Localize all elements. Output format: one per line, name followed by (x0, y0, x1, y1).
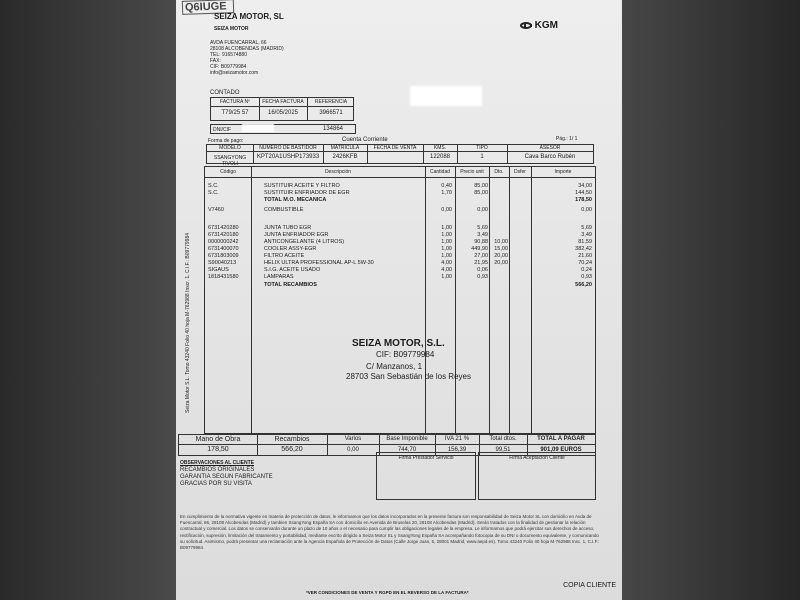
vehicle-vin: KPT20A1USHP173933 (256, 154, 320, 160)
tax-base-label: Base Imponible (386, 436, 428, 442)
line-item-qty: 1,00 (441, 232, 452, 238)
line-item-amount: 178,50 (575, 197, 592, 203)
line-item-code: S.C. (208, 190, 219, 196)
address-line: FAX: (210, 58, 221, 64)
vehicle-header-model: MODELO (219, 145, 241, 151)
redacted-customer-block (410, 86, 482, 106)
total-discount: 99,51 (495, 447, 511, 453)
brand-logo (520, 20, 558, 31)
line-item-desc: JUNTA TUBO EGR (264, 225, 312, 231)
total-discount-label: Total dtos. (489, 436, 517, 442)
kgm-logo-icon (520, 22, 532, 29)
stamp-street: C/ Manzanos, 1 (366, 362, 423, 371)
line-item-price: 0,93 (477, 274, 488, 280)
dni-label: DNI/CIF (213, 127, 232, 133)
line-item-qty: 1,00 (441, 239, 452, 245)
col-header-unit-price: Precio unit (460, 169, 484, 175)
vehicle-type: 1 (480, 154, 484, 160)
line-item-price: 27,00 (474, 253, 488, 259)
line-item-price: 0,06 (477, 267, 488, 273)
address-line: 28108 ALCOBENDAS (MADRID) (210, 46, 284, 52)
line-item-code: 0000000242 (208, 239, 239, 245)
line-item-amount: 5,69 (581, 225, 592, 231)
line-item-qty: 4,00 (441, 260, 452, 266)
line-item-dto: 15,00 (494, 246, 508, 252)
line-item-desc: TOTAL RECAMBIOS (264, 282, 317, 288)
line-item-desc: TOTAL M.O. MECANICA (264, 197, 327, 203)
vehicle-header-kms: KMS. (433, 145, 447, 151)
provider-signature-box (376, 452, 476, 500)
line-item-desc: FILTRO ACEITE (264, 253, 305, 259)
line-item-qty: 1,00 (441, 225, 452, 231)
vat-label: IVA 21 % (444, 436, 470, 442)
registry-side-text: Seiza Motor S.L. Tomo 43240 Folio 40 hoja M-762988 Inscr. 1, C.I.F.: B09779984 (185, 232, 191, 413)
total-to-pay-label: TOTAL A PAGAR (537, 436, 585, 442)
brand-name: KGM (534, 20, 558, 31)
line-item-code: 6731420180 (208, 232, 239, 238)
line-item-code: V7460 (208, 207, 224, 213)
vehicle-advisor: Cava Barco Rubén (524, 154, 576, 160)
invoice-paper (176, 0, 622, 600)
stamp-cif: CIF: B09779984 (376, 350, 435, 359)
line-item-code: 6731400070 (208, 246, 239, 252)
line-item-code: SIGAUS (208, 267, 229, 273)
line-item-qty: 1,00 (441, 246, 452, 252)
stamp-city: 28703 San Sebastián de los Reyes (346, 372, 471, 381)
address-line: CIF: B09779984 (210, 64, 247, 70)
line-item-price: 449,90 (471, 246, 488, 252)
total-to-pay: 901,09 EUROS (540, 447, 582, 453)
provider-signature-label: Firma Prestador Servicio (398, 455, 454, 461)
line-item-amount: 0,00 (581, 207, 592, 213)
observation-line: RECAMBIOS ORIGINALES (180, 467, 255, 473)
line-item-code: 6731420280 (208, 225, 239, 231)
line-item-dto: 10,00 (494, 239, 508, 245)
total-labour-label: Mano de Obra (195, 436, 241, 443)
company-name-top: SEIZA MOTOR, SL (214, 12, 284, 21)
observations-title: OBSERVACIONES AL CLIENTE (180, 460, 254, 466)
invoice-date-label: FECHA FACTURA (262, 99, 304, 105)
line-item-desc: S.I.G. ACEITE USADO (264, 267, 321, 273)
col-header-description: Descripción (324, 169, 352, 175)
invoice-number-label: FACTURA Nº (220, 99, 250, 105)
col-header-quantity: Cantidad (429, 169, 450, 175)
line-item-desc: HELIX ULTRA PROFESSIONAL AP-L 5W-30 (264, 260, 374, 266)
company-subtitle: SEIZA MOTOR (214, 26, 249, 32)
client-signature-box (478, 452, 596, 500)
total-parts-label: Recambios (274, 436, 310, 443)
line-item-qty: 1,00 (441, 274, 452, 280)
vehicle-info-box (206, 144, 594, 167)
line-item-dto: 20,00 (494, 253, 508, 259)
handwritten-stamp: Q6IUGE (182, 0, 234, 15)
line-item-price: 90,88 (474, 239, 488, 245)
payment-method-label: Forma de pago: (208, 138, 244, 144)
reference-label: REFERENCIA (314, 99, 348, 105)
invoice-number: T79/25 57 (221, 110, 249, 116)
vehicle-header-plate: MATRÍCULA (330, 145, 360, 151)
vehicle-header-sale-date: FECHA DE VENTA (373, 145, 417, 151)
line-item-qty: 1,00 (441, 253, 452, 259)
total-parts: 566,20 (281, 446, 303, 453)
page-number: Pág.: 1/ 1 (556, 136, 578, 142)
col-header-code: Código (220, 169, 236, 175)
client-id-box (210, 124, 356, 134)
reference-number: 3966571 (319, 110, 343, 116)
payment-type: CONTADO (210, 90, 240, 96)
line-item-amount: 566,20 (575, 282, 592, 288)
total-labour: 178,50 (207, 446, 229, 453)
line-item-desc: JUNTA ENFRIADOR EGR (264, 232, 329, 238)
line-item-price: 3,49 (477, 232, 488, 238)
vehicle-header-advisor: ASESOR (539, 145, 561, 151)
redacted-dni (242, 124, 274, 132)
payment-method: Cuenta Corriente (342, 137, 388, 143)
line-item-amount: 144,50 (575, 190, 592, 196)
line-item-amount: 81,59 (578, 239, 592, 245)
vehicle-header-type: TIPO (476, 145, 488, 151)
line-item-desc: ANTICONGELANTE (4 LITROS) (264, 239, 345, 245)
address-line: AVDA FUENCARRAL, 66 (210, 40, 267, 46)
line-item-amount: 70,24 (578, 260, 592, 266)
col-header-dsfer: Dsfer (514, 169, 526, 175)
vehicle-plate: 2426KFB (332, 154, 358, 160)
total-misc: 0,00 (347, 447, 359, 453)
invoice-info-box (210, 97, 354, 121)
line-item-amount: 34,00 (578, 183, 592, 189)
line-item-amount: 0,24 (581, 267, 592, 273)
line-item-desc: SUSTITUIR ENFRIADOR DE EGR (264, 190, 350, 196)
observation-line: GARANTIA SEGUN FABRICANTE (180, 474, 273, 480)
observation-line: GRACIAS POR SU VISITA (180, 481, 252, 487)
stamp-company-name: SEIZA MOTOR, S.L. (352, 338, 445, 349)
line-item-dto: 20,00 (494, 260, 508, 266)
vehicle-model: SSANGYONG TIVOLI (213, 155, 247, 167)
line-item-code: S90040213 (208, 260, 237, 266)
vehicle-header-vin: NÚMERO DE BASTIDOR (259, 145, 317, 151)
line-item-amount: 0,93 (581, 274, 592, 280)
line-item-price: 21,95 (474, 260, 488, 266)
line-item-amount: 3,49 (581, 232, 592, 238)
background-right (622, 0, 800, 600)
line-item-qty: 4,00 (441, 267, 452, 273)
line-item-code: 1818431580 (208, 274, 239, 280)
line-item-amount: 21,60 (578, 253, 592, 259)
background-left (0, 0, 176, 600)
copy-label: COPIA CLIENTE (563, 582, 616, 589)
line-item-desc: LAMPARAS (264, 274, 294, 280)
vat-amount: 156,39 (447, 447, 467, 453)
col-header-amount: Importe (554, 169, 572, 175)
legal-notice: En cumplimiento de la normativa vigente en materia de protección de datos, le informamos que los datos incorporados en la presente factura son responsabilidad de Seiza Motor SL con domicilio en Avda de Fuencarral, 66, 28108 Alcobendas (Madrid) y tambien SsangYong España SA con domicilio en Avenida de Bruselas 20, 28108 Alcobendas (Madrid). Serán tratados con la finalidad de gestionar la relación contractual y comercial. Los datos se conservarán durante un plazo de 10 años o el necesario para cumplir las obligaciones legales de la empresa. Le informamos que podrá ejercitar sus derechos de acceso, rectificación, supresión, limitación del tratamiento y portabilidad, mediante escrito dirigido a Seiza Motor SL y SsangYong España SA acompañando fotocopia de su DNI o documento equivalente, y comunicando su solicitud. Asimismo, podrá presentar una reclamación ante la Agencia Española de Protección de Datos (Calle Jorge Juan, 6, 28001 Madrid, www.aepd.es). Tomo 43240 Folio 40 hoja M-762988 Insc. 1, C.I.F.: B09779984. (180, 514, 600, 551)
line-item-code: S.C. (208, 183, 219, 189)
address-line: info@seizamotor.com (210, 70, 259, 76)
line-item-price: 85,00 (474, 190, 488, 196)
line-item-qty: 0,00 (441, 207, 452, 213)
line-item-price: 5,69 (477, 225, 488, 231)
line-item-desc: COOLER ASSY-EGR (264, 246, 317, 252)
address-line: TEL: 916574880 (210, 52, 247, 58)
line-item-qty: 1,70 (441, 190, 452, 196)
line-item-code: 6731803009 (208, 253, 239, 259)
line-item-desc: SUSTITUIR ACEITE Y FILTRO (264, 183, 340, 189)
tax-base: 744,70 (397, 447, 417, 453)
line-item-price: 0,00 (477, 207, 488, 213)
line-item-desc: COMBUSTIBLE (264, 207, 304, 213)
invoice-date: 16/05/2025 (267, 110, 299, 116)
client-code: 134864 (323, 126, 344, 132)
vehicle-kms: 122088 (429, 154, 451, 160)
total-misc-label: Varios (344, 436, 362, 442)
footer-note: *VER CONDICIONES DE VENTA Y RGPD EN EL REVERSO DE LA FACTURA* (306, 590, 469, 595)
client-signature-label: Firma Aceptación Cliente (509, 455, 565, 461)
company-address (210, 40, 284, 76)
line-item-amount: 382,42 (575, 246, 592, 252)
line-item-price: 85,00 (474, 183, 488, 189)
col-header-discount: Dto. (494, 169, 504, 175)
line-item-qty: 0,40 (441, 183, 452, 189)
